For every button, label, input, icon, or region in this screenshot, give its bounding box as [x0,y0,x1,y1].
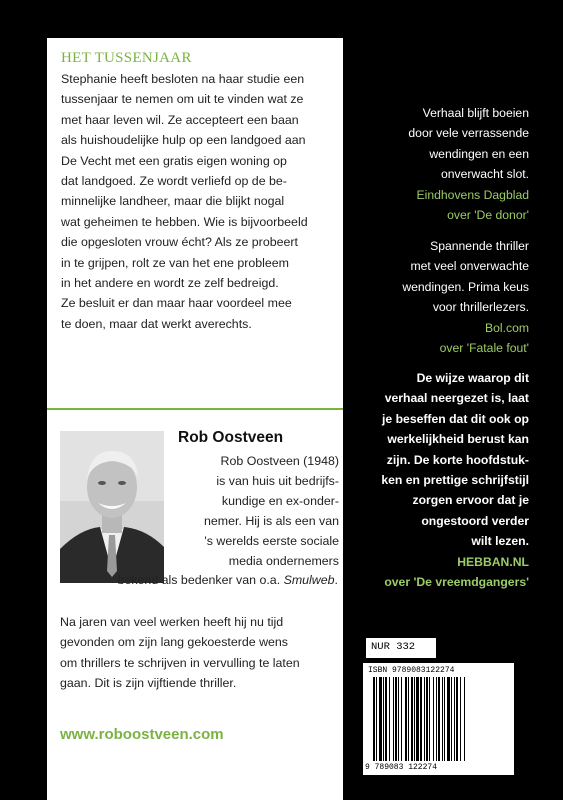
synopsis-line: minnelijke landheer, maar die blijkt nogal [61,194,285,209]
review-line: ongestoord verder [421,513,529,528]
synopsis-line: in het andere en wordt ze zelf bedreigd. [61,276,279,291]
author-photo [60,431,164,583]
review-line: wendingen. Prima keus [402,279,529,294]
review-line: ken en prettige schrijfstijl [381,473,529,488]
isbn-digits: 9 789083 122274 [365,763,438,772]
barcode-bar [408,677,409,761]
review-source: HEBBAN.NL [457,554,529,569]
author-bio [179,451,339,571]
barcode-bar [411,677,413,761]
synopsis-line: Stephanie heeft besloten na haar studie een [61,72,305,86]
barcode-bar [426,677,428,761]
synopsis-line: die opgesloten vrouw écht? Als ze probeert [61,235,298,250]
bio-line: kundige en ex-onder- [221,494,339,508]
review-line: Spannende thriller [430,239,529,253]
review-source-book: over 'De vreemdgangers' [384,575,529,590]
barcode-bar [433,677,434,761]
barcode-bar [405,677,407,761]
review-line: Verhaal blijft boeien [422,106,529,120]
review-line: wilt lezen. [471,534,529,549]
review-source: Bol.com [484,320,529,335]
synopsis-line: De Vecht met een gratis eigen woning op [61,153,287,168]
bio-line: 's werelds eerste sociale [204,534,339,548]
bio-known-text: bekend als bedenker van o.a. [117,573,284,587]
barcode-bar [389,677,390,761]
nur-code-box [366,638,436,658]
synopsis-line: Ze besluit er dan maar haar voordeel mee [61,296,292,311]
synopsis-line: te doen, maar dat werkt averechts. [61,316,252,331]
bio-more-line: om thrillers te schrijven in vervulling te laten [60,655,300,670]
barcode-bar [456,677,458,761]
review-line: wendingen en een [429,146,529,161]
review-line: zijn. De korte hoofdstuk- [386,452,529,467]
barcode-bar [436,677,437,761]
author-bio-known-for [60,573,338,587]
bio-more-line: gevonden om zijn lang gekoesterde wens [60,635,288,650]
barcode-bar [447,677,450,761]
review-line: voor thrillerlezers. [432,300,529,315]
isbn-barcode [363,663,514,775]
review-line: door vele verrassende [408,126,529,141]
barcode-bar [454,677,455,761]
barcode-bar [373,677,375,761]
review-line: met veel onverwachte [410,259,529,274]
barcode-bar [376,677,377,761]
bio-line: Rob Oostveen (1948) [220,454,339,468]
author-portrait-image [60,431,164,583]
barcode-bar [451,677,452,761]
book-title: HET TUSSENJAAR [61,50,192,66]
review-line: onverwacht slot. [440,167,529,182]
barcode-bar [442,677,443,761]
synopsis-line: als huishoudelijke hulp op een landgoed aan [61,133,306,148]
review-source-book: over 'De donor' [447,208,529,223]
bio-line: nemer. Hij is als een van [204,514,339,528]
barcode-bar [460,677,461,761]
review-source-book: over 'Fatale fout' [439,341,529,356]
barcode-bar [420,677,422,761]
barcode-bar [424,677,425,761]
isbn-label: ISBN 9789083122274 [368,666,455,675]
review-line: zorgen ervoor dat je [412,493,529,508]
bio-period: . [334,573,338,587]
synopsis-text [61,69,336,334]
author-website-link[interactable]: www.roboostveen.com [60,726,224,743]
author-name: Rob Oostveen [178,429,284,446]
review-line: verhaal neergezet is, laat [384,391,529,406]
section-divider [47,408,343,410]
bio-line: is van huis uit bedrijfs- [216,474,339,488]
synopsis-panel [47,38,343,800]
review-hebban [381,368,529,592]
smulweb-name: Smulweb [283,573,335,587]
barcode-bar [438,677,440,761]
barcode-bar [416,677,419,761]
review-eindhovens-dagblad [408,103,529,225]
synopsis-line: in te grijpen, rolt ze van het ene probleem [61,255,289,270]
bio-more-line: Na jaren van veel werken heeft hij nu tijd [60,615,284,629]
barcode-bar [395,677,397,761]
barcode-bar [383,677,384,761]
barcode-bars [363,663,514,775]
barcode-bar [464,677,465,761]
barcode-bar [385,677,387,761]
synopsis-line: met haar leven wil. Ze accepteert een baan [61,112,299,127]
barcode-bar [379,677,382,761]
barcode-bar [429,677,430,761]
synopsis-line: dat landgoed. Ze wordt verliefd op de be- [61,174,287,189]
review-line: werkelijkheid berust kan [387,432,529,447]
nur-code: NUR 332 [371,641,416,653]
barcode-bar [414,677,415,761]
review-bol-com [402,236,529,358]
bio-line: media ondernemers [228,554,339,568]
synopsis-line: wat geheimen te hebben. Wie is bijvoorbeeld [61,214,308,229]
review-line: De wijze waarop dit [416,371,529,385]
barcode-bar [444,677,445,761]
review-line: je beseffen dat dit ook op [382,411,529,426]
bio-more-line: gaan. Dit is zijn vijftiende thriller. [60,676,237,691]
barcode-bar [393,677,394,761]
barcode-bar [398,677,399,761]
review-source: Eindhovens Dagblad [416,187,529,202]
barcode-bar [401,677,402,761]
author-bio-more [60,612,338,694]
synopsis-line: tussenjaar te nemen om uit te vinden wat ze [61,92,304,107]
